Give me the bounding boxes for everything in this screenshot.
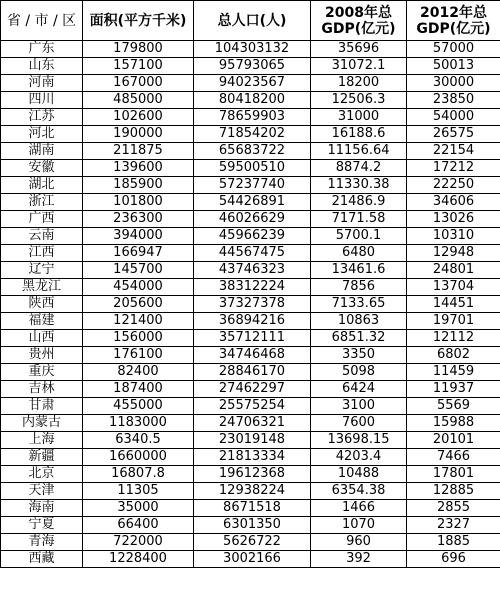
header-gdp-2012 (407, 1, 500, 41)
cell-population: 35712111 (194, 330, 311, 347)
cell-area: 1228400 (83, 551, 194, 568)
cell-region: 北京 (1, 466, 83, 483)
cell-gdp-2008: 392 (311, 551, 407, 568)
header-region: 省 / 市 / 区 (1, 1, 83, 41)
cell-gdp-2012: 2327 (407, 517, 500, 534)
cell-region: 河南 (1, 75, 83, 92)
cell-region: 福建 (1, 313, 83, 330)
cell-gdp-2008: 31000 (311, 109, 407, 126)
cell-area: 394000 (83, 228, 194, 245)
cell-area: 145700 (83, 262, 194, 279)
cell-gdp-2012: 10310 (407, 228, 500, 245)
cell-gdp-2012: 7466 (407, 449, 500, 466)
table-row (1, 279, 500, 296)
cell-gdp-2008: 960 (311, 534, 407, 551)
cell-gdp-2012: 15988 (407, 415, 500, 432)
cell-population: 54426891 (194, 194, 311, 211)
cell-gdp-2008: 7171.58 (311, 211, 407, 228)
cell-gdp-2008: 11156.64 (311, 143, 407, 160)
cell-area: 187400 (83, 381, 194, 398)
table-row (1, 177, 500, 194)
cell-population: 5626722 (194, 534, 311, 551)
table-row (1, 92, 500, 109)
cell-population: 46026629 (194, 211, 311, 228)
cell-region: 贵州 (1, 347, 83, 364)
cell-population: 23019148 (194, 432, 311, 449)
cell-area: 6340.5 (83, 432, 194, 449)
table-row (1, 160, 500, 177)
cell-gdp-2008: 21486.9 (311, 194, 407, 211)
cell-area: 82400 (83, 364, 194, 381)
table-row (1, 313, 500, 330)
table-row (1, 534, 500, 551)
cell-region: 吉林 (1, 381, 83, 398)
cell-region: 宁夏 (1, 517, 83, 534)
cell-gdp-2008: 31072.1 (311, 58, 407, 75)
cell-area: 211875 (83, 143, 194, 160)
header-area: 面积(平方千米) (83, 1, 194, 41)
cell-population: 36894216 (194, 313, 311, 330)
cell-population: 43746323 (194, 262, 311, 279)
header-gdp-2008-line1: 2008年总 (325, 4, 392, 21)
cell-gdp-2008: 4203.4 (311, 449, 407, 466)
cell-gdp-2012: 57000 (407, 41, 500, 58)
cell-region: 湖北 (1, 177, 83, 194)
cell-area: 205600 (83, 296, 194, 313)
cell-population: 59500510 (194, 160, 311, 177)
cell-gdp-2008: 3350 (311, 347, 407, 364)
cell-gdp-2008: 3100 (311, 398, 407, 415)
cell-population: 37327378 (194, 296, 311, 313)
cell-gdp-2012: 12948 (407, 245, 500, 262)
cell-population: 65683722 (194, 143, 311, 160)
cell-gdp-2012: 696 (407, 551, 500, 568)
cell-region: 内蒙古 (1, 415, 83, 432)
header-gdp-2012-line1: 2012年总 (420, 4, 487, 21)
cell-gdp-2008: 6354.38 (311, 483, 407, 500)
cell-gdp-2012: 19701 (407, 313, 500, 330)
cell-gdp-2008: 16188.6 (311, 126, 407, 143)
cell-region: 湖南 (1, 143, 83, 160)
cell-gdp-2008: 6424 (311, 381, 407, 398)
cell-region: 四川 (1, 92, 83, 109)
cell-gdp-2008: 6480 (311, 245, 407, 262)
header-population: 总人口(人) (194, 1, 311, 41)
table-row (1, 432, 500, 449)
cell-area: 1660000 (83, 449, 194, 466)
cell-area: 101800 (83, 194, 194, 211)
cell-gdp-2012: 22154 (407, 143, 500, 160)
cell-population: 21813334 (194, 449, 311, 466)
cell-area: 35000 (83, 500, 194, 517)
cell-gdp-2012: 30000 (407, 75, 500, 92)
cell-region: 辽宁 (1, 262, 83, 279)
cell-area: 166947 (83, 245, 194, 262)
cell-area: 722000 (83, 534, 194, 551)
cell-population: 45966239 (194, 228, 311, 245)
cell-population: 38312224 (194, 279, 311, 296)
cell-region: 山东 (1, 58, 83, 75)
header-gdp-2012-line2: GDP(亿元) (416, 20, 491, 37)
table-row (1, 126, 500, 143)
table-row (1, 517, 500, 534)
cell-gdp-2012: 23850 (407, 92, 500, 109)
cell-area: 139600 (83, 160, 194, 177)
cell-area: 179800 (83, 41, 194, 58)
table-row (1, 398, 500, 415)
cell-gdp-2012: 11937 (407, 381, 500, 398)
cell-area: 190000 (83, 126, 194, 143)
cell-gdp-2008: 11330.38 (311, 177, 407, 194)
header-row (1, 1, 500, 41)
cell-region: 新疆 (1, 449, 83, 466)
cell-region: 江苏 (1, 109, 83, 126)
table-row (1, 296, 500, 313)
cell-gdp-2008: 10863 (311, 313, 407, 330)
table-body (1, 41, 500, 568)
cell-gdp-2012: 13704 (407, 279, 500, 296)
cell-region: 河北 (1, 126, 83, 143)
cell-gdp-2008: 7856 (311, 279, 407, 296)
cell-gdp-2008: 13698.15 (311, 432, 407, 449)
cell-gdp-2012: 1885 (407, 534, 500, 551)
cell-population: 78659903 (194, 109, 311, 126)
cell-population: 8671518 (194, 500, 311, 517)
table-row (1, 551, 500, 568)
cell-population: 104303132 (194, 41, 311, 58)
cell-gdp-2012: 17801 (407, 466, 500, 483)
cell-region: 甘肃 (1, 398, 83, 415)
cell-area: 167000 (83, 75, 194, 92)
table-row (1, 262, 500, 279)
cell-region: 天津 (1, 483, 83, 500)
cell-area: 121400 (83, 313, 194, 330)
cell-gdp-2012: 13026 (407, 211, 500, 228)
cell-gdp-2012: 11459 (407, 364, 500, 381)
cell-population: 28846170 (194, 364, 311, 381)
cell-gdp-2012: 34606 (407, 194, 500, 211)
table-row (1, 143, 500, 160)
table-row (1, 330, 500, 347)
cell-gdp-2012: 5569 (407, 398, 500, 415)
cell-area: 16807.8 (83, 466, 194, 483)
cell-region: 上海 (1, 432, 83, 449)
cell-population: 24706321 (194, 415, 311, 432)
cell-region: 江西 (1, 245, 83, 262)
cell-gdp-2008: 6851.32 (311, 330, 407, 347)
cell-gdp-2012: 22250 (407, 177, 500, 194)
cell-area: 11305 (83, 483, 194, 500)
cell-area: 454000 (83, 279, 194, 296)
table-row (1, 466, 500, 483)
cell-gdp-2012: 12885 (407, 483, 500, 500)
cell-gdp-2008: 5700.1 (311, 228, 407, 245)
cell-population: 94023567 (194, 75, 311, 92)
cell-region: 陕西 (1, 296, 83, 313)
table-row (1, 194, 500, 211)
cell-population: 12938224 (194, 483, 311, 500)
cell-gdp-2012: 20101 (407, 432, 500, 449)
cell-population: 80418200 (194, 92, 311, 109)
cell-gdp-2008: 1070 (311, 517, 407, 534)
cell-population: 95793065 (194, 58, 311, 75)
cell-gdp-2008: 13461.6 (311, 262, 407, 279)
cell-population: 3002166 (194, 551, 311, 568)
cell-gdp-2012: 24801 (407, 262, 500, 279)
cell-area: 185900 (83, 177, 194, 194)
table-row (1, 381, 500, 398)
cell-region: 安徽 (1, 160, 83, 177)
cell-gdp-2008: 8874.2 (311, 160, 407, 177)
cell-gdp-2008: 18200 (311, 75, 407, 92)
cell-gdp-2008: 10488 (311, 466, 407, 483)
table-row (1, 347, 500, 364)
cell-region: 海南 (1, 500, 83, 517)
cell-gdp-2012: 12112 (407, 330, 500, 347)
cell-area: 156000 (83, 330, 194, 347)
cell-area: 102600 (83, 109, 194, 126)
cell-gdp-2008: 5098 (311, 364, 407, 381)
cell-region: 广西 (1, 211, 83, 228)
cell-region: 重庆 (1, 364, 83, 381)
header-gdp-2008-line2: GDP(亿元) (321, 20, 396, 37)
cell-region: 浙江 (1, 194, 83, 211)
cell-population: 25575254 (194, 398, 311, 415)
cell-region: 黑龙江 (1, 279, 83, 296)
cell-gdp-2008: 7133.65 (311, 296, 407, 313)
cell-gdp-2008: 35696 (311, 41, 407, 58)
cell-gdp-2012: 17212 (407, 160, 500, 177)
table-row (1, 449, 500, 466)
cell-gdp-2008: 7600 (311, 415, 407, 432)
cell-area: 455000 (83, 398, 194, 415)
table-row (1, 41, 500, 58)
cell-gdp-2012: 26575 (407, 126, 500, 143)
cell-area: 176100 (83, 347, 194, 364)
cell-gdp-2008: 1466 (311, 500, 407, 517)
cell-region: 青海 (1, 534, 83, 551)
cell-region: 山西 (1, 330, 83, 347)
cell-population: 27462297 (194, 381, 311, 398)
cell-population: 6301350 (194, 517, 311, 534)
table-row (1, 228, 500, 245)
cell-region: 云南 (1, 228, 83, 245)
table-row (1, 75, 500, 92)
cell-area: 66400 (83, 517, 194, 534)
cell-population: 44567475 (194, 245, 311, 262)
cell-region: 西藏 (1, 551, 83, 568)
table-row (1, 109, 500, 126)
cell-gdp-2012: 6802 (407, 347, 500, 364)
cell-region: 广东 (1, 41, 83, 58)
cell-population: 19612368 (194, 466, 311, 483)
cell-gdp-2012: 2855 (407, 500, 500, 517)
cell-gdp-2012: 54000 (407, 109, 500, 126)
cell-population: 34746468 (194, 347, 311, 364)
cell-gdp-2012: 50013 (407, 58, 500, 75)
cell-population: 57237740 (194, 177, 311, 194)
cell-area: 485000 (83, 92, 194, 109)
cell-area: 1183000 (83, 415, 194, 432)
table-row (1, 364, 500, 381)
table-row (1, 211, 500, 228)
cell-area: 236300 (83, 211, 194, 228)
table-row (1, 415, 500, 432)
cell-population: 71854202 (194, 126, 311, 143)
cell-area: 157100 (83, 58, 194, 75)
header-gdp-2008 (311, 1, 407, 41)
table-row (1, 58, 500, 75)
table-row (1, 483, 500, 500)
cell-gdp-2012: 14451 (407, 296, 500, 313)
cell-gdp-2008: 12506.3 (311, 92, 407, 109)
table-row (1, 245, 500, 262)
table-row (1, 500, 500, 517)
